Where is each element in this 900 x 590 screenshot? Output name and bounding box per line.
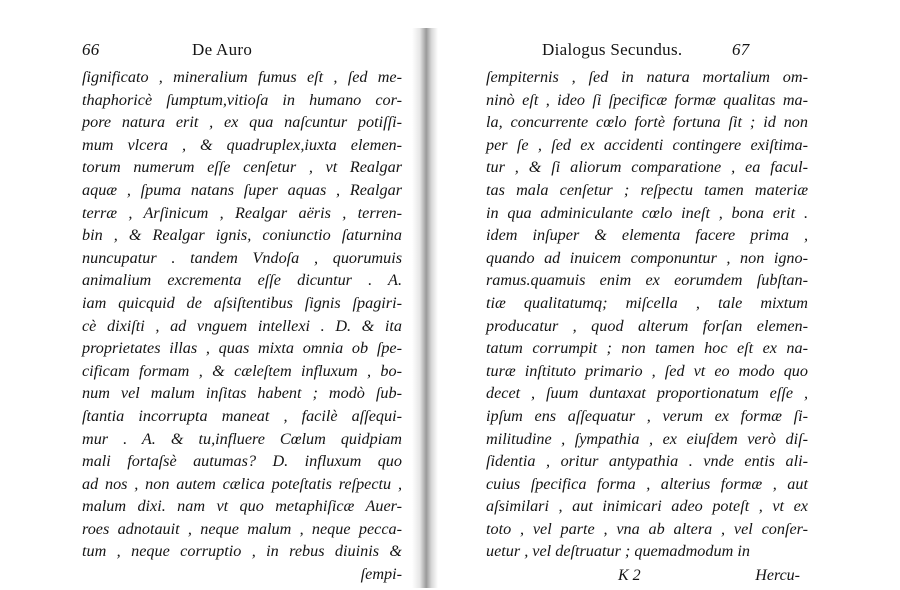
text-line: terræ , Arſinicum , Realgar aëris , terren- [82,203,402,222]
text-line: ſidentia , oritur antypathia . vnde entis ali- [486,452,808,471]
right-page-number: 67 [732,40,750,59]
text-line: ſtantia incorrupta maneat , facilè aſſequi- [82,406,402,425]
text-line: tum , neque corruptio , in rebus diuinis & [82,542,402,561]
text-line: tatum corrumpit ; non tamen hoc eſt ex na- [486,339,808,358]
left-catchword: ſempi- [360,565,402,584]
text-line: nuncupatur . tandem Vndoſa , quorumuis [82,248,402,267]
left-text-block [82,66,402,586]
text-line: proprietates illas , quas mixta omnia ob ſpe- [82,339,402,358]
text-line: cificam formam , & cæleſtem influxum , bo- [82,361,402,380]
text-line: tas mala cenſetur ; reſpectu tamen materiæ [486,180,808,199]
left-page [82,40,402,586]
text-line: la, concurrente cœlo fortè fortuna ſit ; id non [486,113,808,132]
text-line: ipſum ens aſſequatur , verum ex formæ ſi- [486,406,808,425]
text-line: toto , vel parte , vna ab altera , vel conſer- [486,519,808,538]
text-line: cè dixiſti , ad vnguem intellexi . D. & ita [82,316,402,335]
text-line: per ſe , ſed ex accidenti contingere exiſtima- [486,135,808,154]
left-running-head [82,40,402,66]
text-line: cuius ſpecifica forma , alterius formæ , aut [486,474,808,493]
text-line: torum numerum eſſe cenſetur , vt Realgar [82,158,402,177]
text-line: mum vlcera , & quadruplex,iuxta elemen- [82,135,402,154]
text-line: roes adnotauit , neque malum , neque pecca- [82,519,402,538]
text-line: idem inſuper & elementa facere prima , [486,226,808,245]
text-line: producatur , quod alterum forſan elemen- [486,316,808,335]
text-line: turæ inſtituto primario , ſed vt eo modo quo [486,361,808,380]
text-line: aſsimilari , aut inimicari adeo poteſt , vt ex [486,497,808,516]
text-line: quando ad inuicem componuntur , non igno- [486,248,808,267]
signature-mark: K 2 [618,567,641,585]
right-page-footer [486,565,808,587]
text-line: thaphoricè ſumptum,vitioſa in humano cor- [82,90,402,109]
text-line: malum dixi. nam vt quo metaphiſicæ Auer- [82,497,402,516]
left-running-title: De Auro [192,40,253,59]
text-line: aquæ , ſpuma natans ſuper aquas , Realgar [82,180,402,199]
book-gutter [412,28,438,588]
right-running-head [486,40,808,66]
text-line: pore natura erit , ex qua naſcuntur potiſſi- [82,113,402,132]
text-line: mali fortaſsè autumas? D. influxum quo [82,452,402,471]
left-page-number: 66 [82,40,100,59]
right-catchword: Hercu- [755,567,800,585]
text-line: iam quicquid de aſsiſtentibus ſignis ſpagiri- [82,293,402,312]
text-line: ramus.quamuis enim ex eorumdem ſubſtan- [486,271,808,290]
text-line: tur , & ſi aliorum comparatione , ea facul- [486,158,808,177]
text-line: animalium excrementa eſſe dicuntur . A. [82,271,402,290]
text-line: militudine , ſympathia , ex eiuſdem verò diſ- [486,429,808,448]
text-line: mur . A. & tu,influere Cœlum quidpiam [82,429,402,448]
text-line: decet , ſuum duntaxat proportionatum eſſe , [486,384,808,403]
text-line: ninò eſt , ideo ſi ſpecificæ formæ qualitas ma- [486,90,808,109]
right-running-title: Dialogus Secundus. [542,40,683,59]
text-line: bin , & Realgar ignis, coniunctio ſaturnina [82,226,402,245]
right-page [486,40,808,587]
text-line: ſempiternis , ſed in natura mortalium om- [486,68,808,86]
text-line: ad nos , non autem cælica poteſtatis reſpectu , [82,474,402,493]
text-line: in qua adminiculante cœlo ineſt , bona erit . [486,203,808,222]
text-line: ſignificato , mineralium fumus eſt , ſed me- [82,68,402,86]
right-text-block [486,66,808,563]
text-line: num vel malum inſitas habent ; modò ſub- [82,384,402,403]
text-line: uetur , vel deſtruatur ; quemadmodum in [486,542,750,561]
text-line: tiæ qualitatumq; miſcella , tale mixtum [486,293,808,312]
